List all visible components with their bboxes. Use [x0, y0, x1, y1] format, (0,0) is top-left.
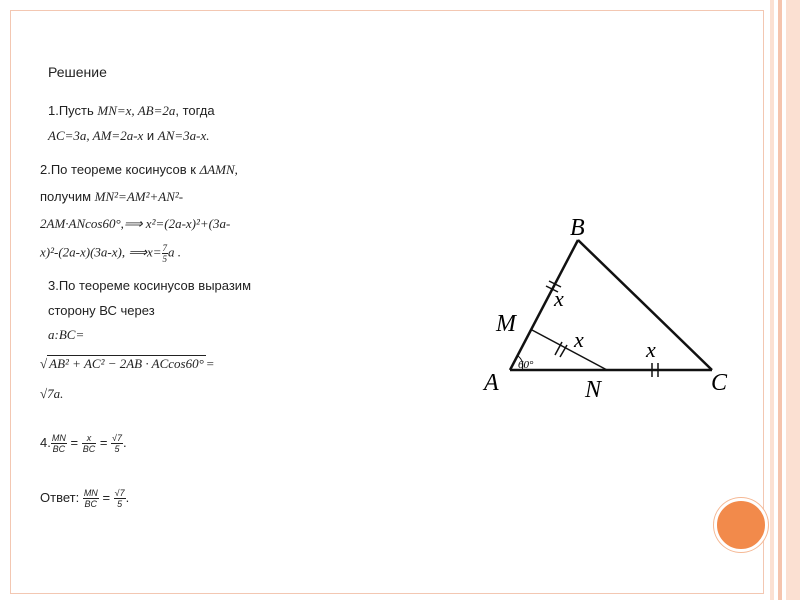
step2-line4 [40, 243, 181, 264]
step3-line5 [40, 386, 63, 402]
step2-line4-math: x)²-(2a-x)(3a-x), ⟹x= [40, 244, 162, 260]
triangle-edges [510, 240, 712, 370]
point-label-M: M [496, 311, 516, 337]
step4-fraction-2 [82, 433, 97, 454]
step1-line1-math: MN=x, AB=2a [97, 103, 176, 118]
step1-line2-and: и [143, 128, 158, 143]
step3-line1: 3.По теореме косинусов выразим [48, 278, 252, 293]
step4-f1-num: MN [51, 433, 66, 443]
step4-eq-1: = [70, 434, 79, 450]
answer-line [40, 488, 129, 509]
length-label-x-MN: x [574, 327, 584, 352]
sqrt-sign-icon: √ [40, 356, 48, 371]
answer-f1-num: MN [83, 488, 98, 498]
step3-line4-tail: = [205, 356, 215, 371]
step1-line1-prefix: 1.Пусть [48, 103, 98, 118]
triangle-figure [470, 205, 750, 415]
answer-f2-num: √7 [114, 488, 125, 498]
answer-label: Ответ: [40, 489, 83, 505]
side-BC [578, 240, 712, 370]
step4-f1-den: BC [52, 444, 66, 454]
step3-line2: сторону ВС через [48, 303, 155, 318]
answer-tail: . [125, 489, 130, 505]
vertex-label-B: B [570, 215, 585, 241]
step1-line2-b: AN=3a-x. [157, 128, 210, 143]
step1-line2 [48, 128, 210, 144]
side-AB [510, 240, 578, 370]
sqrt-sign-icon: √ [40, 386, 48, 401]
step4-prefix: 4. [40, 434, 51, 450]
step4-line [40, 433, 127, 454]
step3-line5-math: 7a. [47, 386, 64, 401]
angle-label: 60° [518, 359, 534, 371]
solution-heading: Решение [48, 64, 107, 80]
step1-line2-a: AC=3a, AM=2a-x [48, 128, 144, 143]
vertex-label-C: C [711, 370, 728, 396]
step3-line4 [40, 355, 215, 372]
step2-line1-prefix: 2.По теореме косинусов к [40, 162, 200, 177]
orange-circle-decoration [714, 498, 768, 552]
step4-f3-num: √7 [112, 433, 122, 443]
step4-f2-den: BC [82, 444, 96, 454]
answer-fraction-2 [114, 488, 126, 509]
point-label-N: N [585, 377, 602, 403]
right-decorative-band [770, 0, 800, 600]
step2-line1 [40, 162, 238, 178]
length-label-x-AB: x [554, 286, 564, 311]
step4-f3-den: 5 [114, 444, 120, 454]
step1-line1-suffix: , тогда [175, 103, 215, 118]
step1-line1 [48, 103, 215, 119]
answer-f1-den: BC [84, 499, 98, 509]
step2-line2 [40, 189, 183, 205]
step4-fraction-1 [51, 433, 67, 454]
vertex-label-A: A [484, 370, 499, 396]
answer-f2-den: 5 [117, 499, 123, 509]
answer-fraction-1 [83, 488, 99, 509]
step4-tail: . [123, 434, 127, 450]
step3-line3: a:BC= [48, 327, 85, 342]
step2-line1-math: ΔAMN, [199, 162, 238, 177]
step2-line3: 2AM·ANcos60°,⟹ x²=(2a-x)²+(3a- [40, 216, 231, 231]
step2-frac-num: 7 [162, 243, 168, 253]
step3-radicand: AB² + AC² − 2AB · ACcos60° [49, 356, 204, 371]
step4-f2-num: x [82, 433, 97, 444]
length-label-x-NC: x [646, 337, 656, 362]
step4-eq-2: = [99, 434, 108, 450]
step2-line4-tail: a . [168, 244, 182, 260]
step4-fraction-3 [111, 433, 123, 454]
answer-eq: = [102, 489, 111, 505]
step2-line2-math: MN²=AM²+AN²- [94, 189, 184, 204]
step2-frac-den: 5 [162, 254, 168, 264]
step2-line2-prefix: получим [40, 189, 95, 204]
segment-MN [532, 330, 607, 370]
